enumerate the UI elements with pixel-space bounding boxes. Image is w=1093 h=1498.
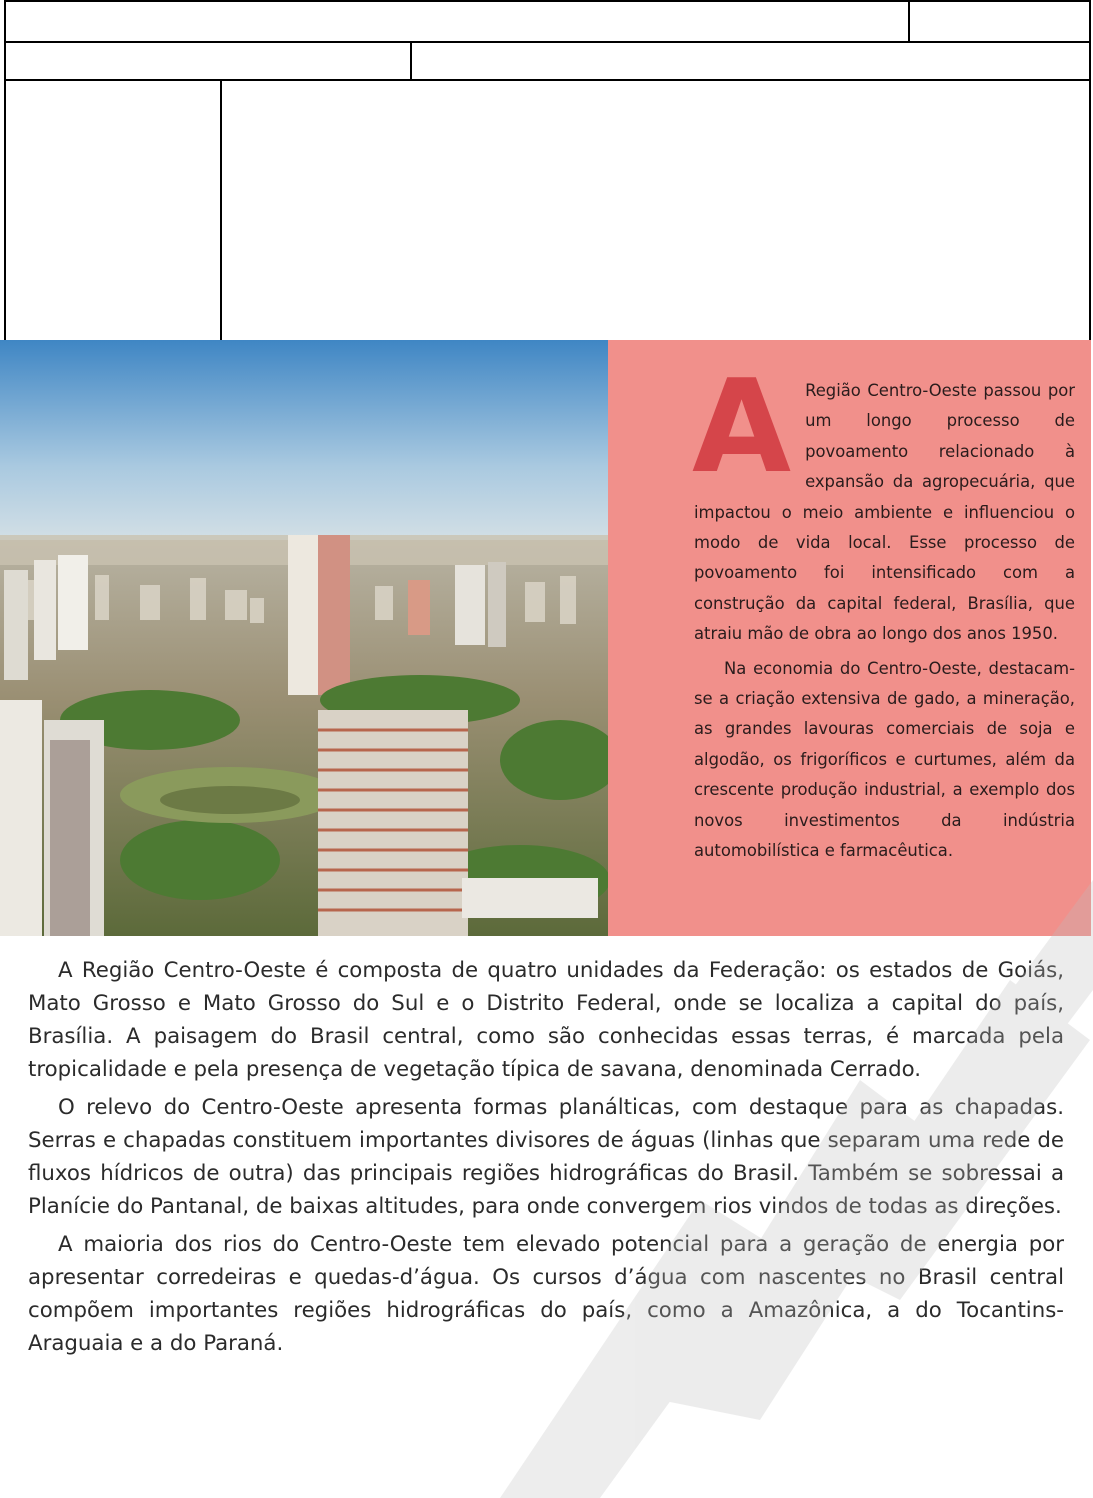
- form-cell-name[interactable]: [4, 0, 910, 43]
- form-cell-notes[interactable]: [220, 79, 1091, 342]
- intro-panel: [608, 340, 1091, 936]
- city-skyline-photo-icon: [0, 340, 608, 936]
- body-paragraph-3: A maioria dos rios do Centro-Oeste tem elevado potencial para a geração de energia por apresentar corredeiras e quedas-d’água. Os cursos d’água com nascentes no Brasil central compõem importantes regiões hidrográficas do país, como a Amazônica, a do Tocantins-Araguaia e a do Paraná.: [28, 1232, 1064, 1356]
- intro-paragraph-2: Na economia do Centro-Oeste, destacam-se a criação extensiva de gado, a mineração, as grandes lavouras comerciais de soja e algodão, os frigoríficos e curtumes, além da crescente produção industrial, a exemplo dos novos investimentos da indústria automobilística e farmacêutica.: [694, 658, 1075, 861]
- form-cell-class[interactable]: [4, 41, 412, 81]
- body-paragraph-2: O relevo do Centro-Oeste apresenta formas planálticas, com destaque para as chapadas. Serras e chapadas constituem importantes divisores de águas (linhas que separam uma rede de fluxos hídricos de outra) das principais regiões hidrográficas do Brasil. Também se sobressai a Planície do Pantanal, de baixas altitudes, para onde convergem rios vindos de todas as direções.: [28, 1095, 1064, 1219]
- main-body-text: [28, 954, 1064, 1365]
- body-paragraph-1: A Região Centro-Oeste é composta de quatro unidades da Federação: os estados de Goiás, Mato Grosso e Mato Grosso do Sul e o Distrito Federal, onde se localiza a capital do país, Brasília. A paisagem do Brasil central, como são conhecidas essas terras, é marcada pela tropicalidade e pela presença de vegetação típica de savana, denominada Cerrado.: [28, 958, 1064, 1082]
- dropcap-letter: A: [692, 353, 792, 502]
- city-skyline-photo: [0, 340, 608, 936]
- intro-text: [692, 353, 1075, 867]
- form-cell-number[interactable]: [908, 0, 1091, 43]
- form-cell-label[interactable]: [4, 79, 222, 342]
- form-cell-date[interactable]: [410, 41, 1091, 81]
- intro-paragraph-1: Região Centro-Oeste passou por um longo processo de povoamento relacionado à expansão da agropecuária, que impactou o meio ambiente e influenciou o modo de vida local. Esse processo de povoamento foi intensificado com a construção da capital federal, Brasília, que atraiu mão de obra ao longo dos anos 1950.: [694, 381, 1075, 644]
- header-form-table: [4, 0, 1091, 340]
